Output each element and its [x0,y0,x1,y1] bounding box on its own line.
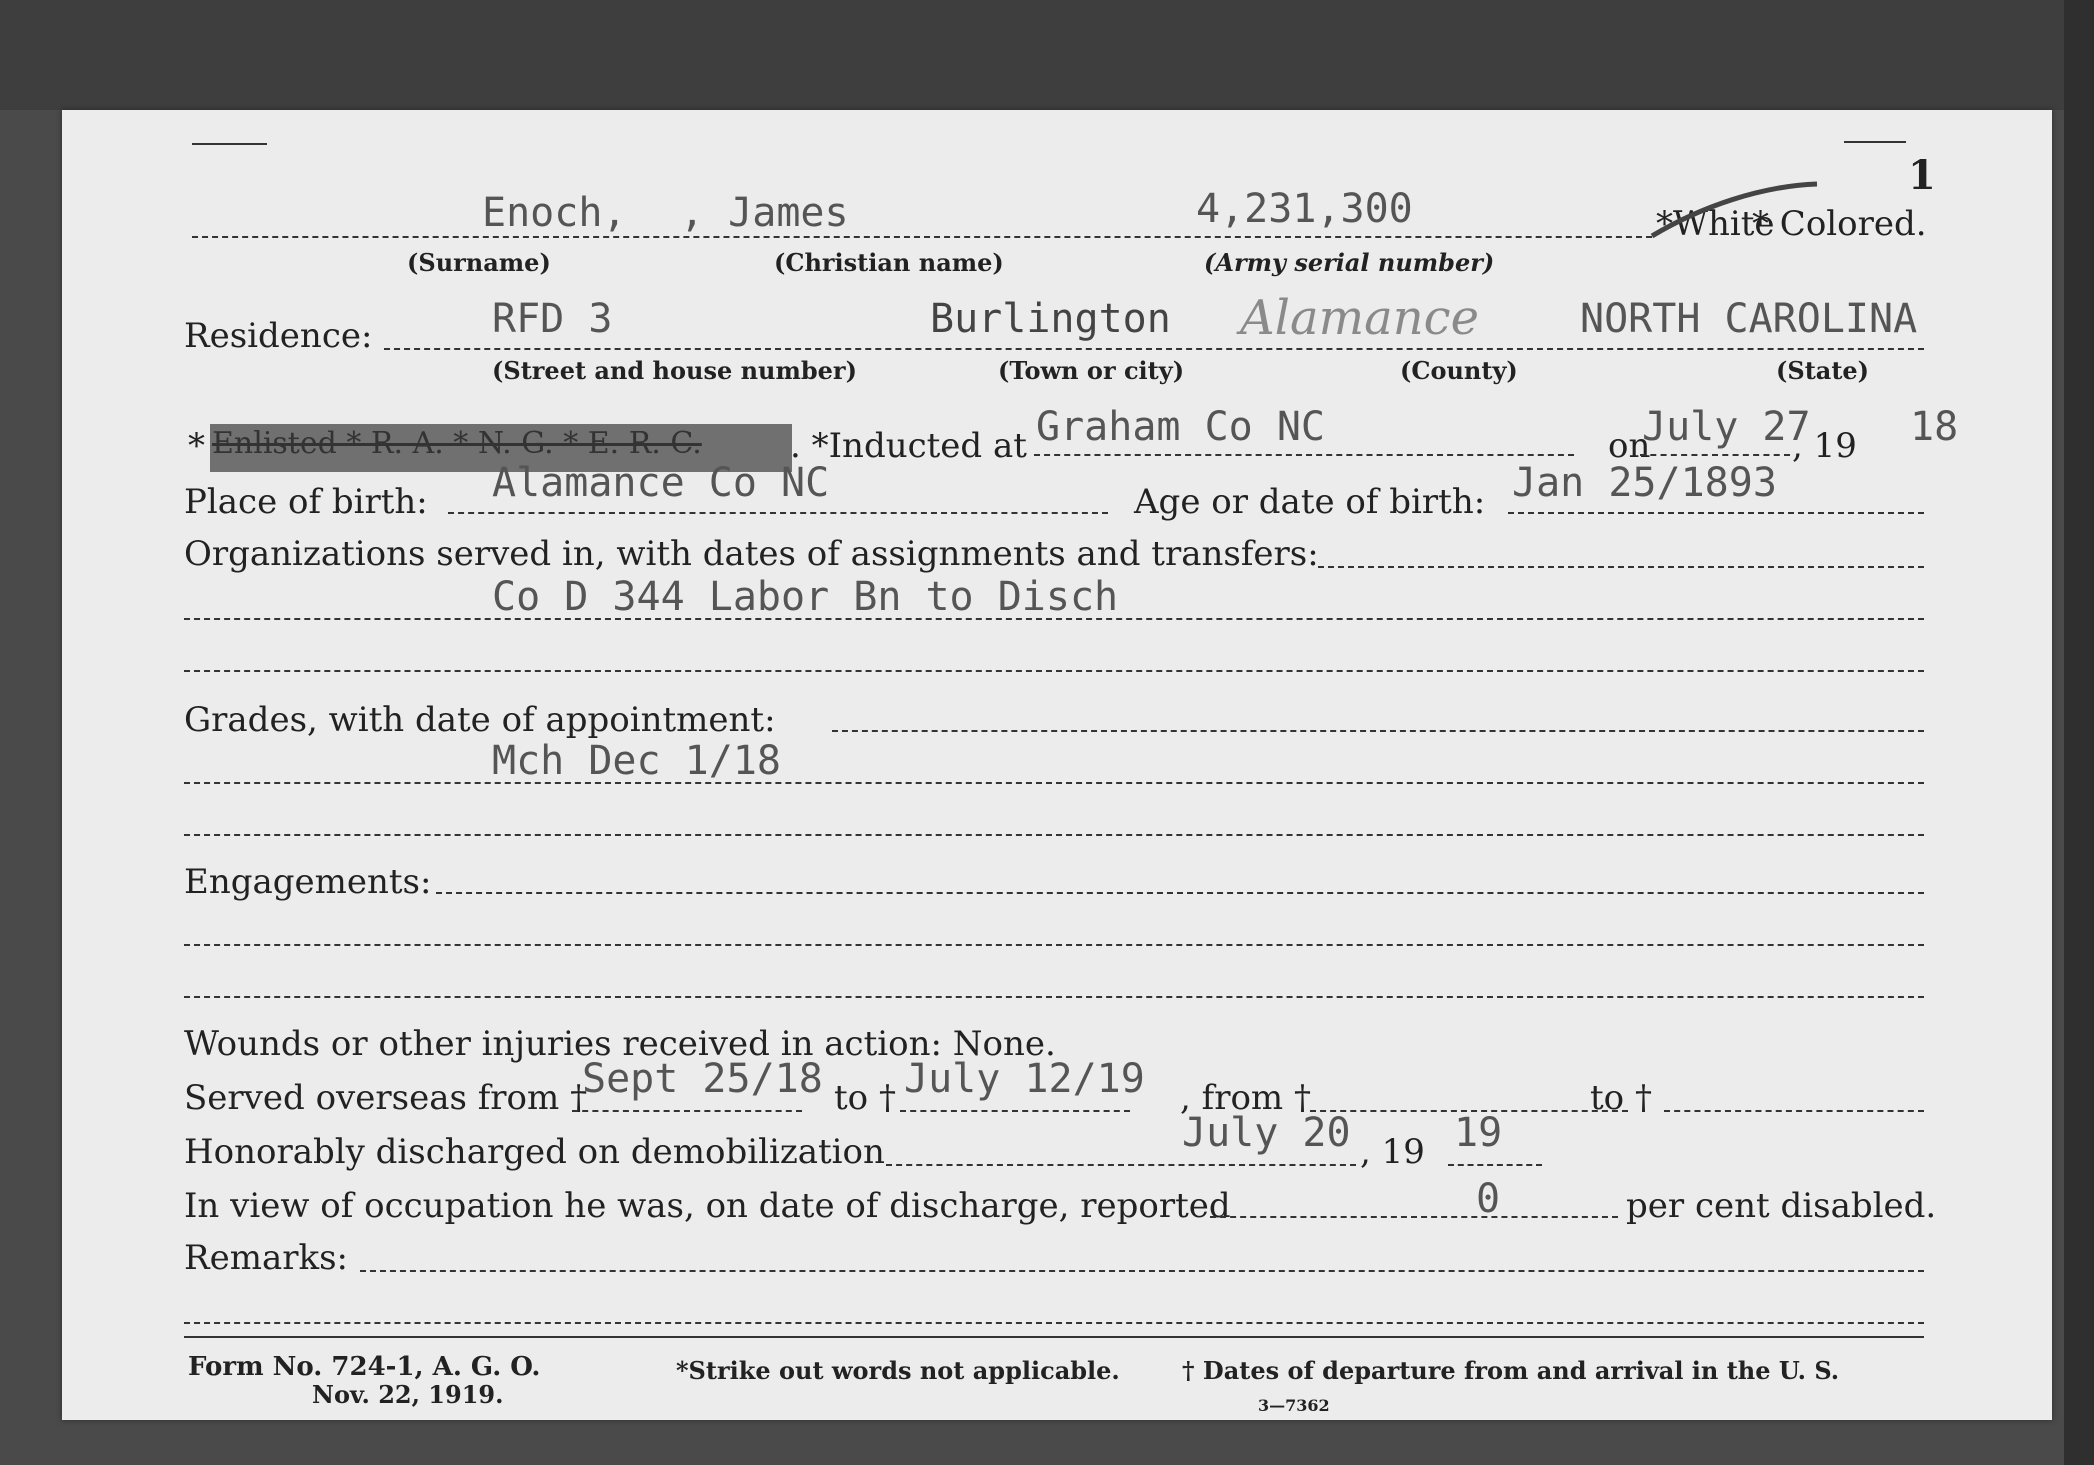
street-label: (Street and house number) [492,356,857,385]
overseas-to2-line [1664,1110,1924,1112]
overseas-to-label: to † [834,1078,896,1118]
serial-number-value: 4,231,300 [1196,186,1413,232]
form-number: Form No. 724-1, A. G. O. [188,1352,541,1382]
residence-street: RFD 3 [492,296,613,342]
surname-label: (Surname) [407,248,551,277]
inducted-place: Graham Co NC [1036,404,1325,450]
town-label: (Town or city) [998,356,1185,385]
service-record-card [62,110,2052,1420]
birth-place-label: Place of birth: [184,482,428,522]
top-right-rule [1844,141,1906,143]
birth-date-line [1508,512,1924,514]
footer-rule [184,1336,1924,1338]
overseas-from-line [572,1110,802,1112]
grades-line-2 [184,782,1924,784]
occupation-label: In view of occupation he was, on date of discharge, reported [184,1186,1231,1226]
residence-line [384,348,1924,350]
grades-line-3 [184,834,1924,836]
discharge-year: 19 [1454,1110,1503,1156]
birth-date-label: Age or date of birth: [1134,482,1486,522]
surname-value: Enoch, [482,190,627,236]
organizations-line-1 [1318,566,1924,568]
overseas-to-line [900,1110,1130,1112]
residence-town: Burlington [930,296,1171,342]
residence-label: Residence: [184,316,373,356]
discharge-year-prefix: , 19 [1360,1132,1425,1172]
top-left-rule [192,143,267,145]
grades-value: Mch Dec 1/18 [492,738,781,784]
residence-state: NORTH CAROLINA [1580,296,1918,342]
organizations-value: Co D 344 Labor Bn to Disch [492,574,1119,620]
dates-note: † Dates of departure from and arrival in the U. S. [1182,1356,1840,1385]
overseas-to2-label: to † [1590,1078,1652,1118]
on-label: on [1608,426,1651,466]
card-number: 1 [1908,152,1936,199]
strike-note: *Strike out words not applicable. [676,1356,1120,1385]
form-date: Nov. 22, 1919. [312,1380,504,1409]
discharge-year-line [1448,1164,1542,1166]
birth-date-value: Jan 25/1893 [1512,460,1777,506]
engagements-line-3 [184,996,1924,998]
birth-place-line [448,512,1108,514]
overseas-from2-label: , from † [1180,1078,1311,1118]
overseas-label: Served overseas from † [184,1078,588,1118]
remarks-line-2 [184,1322,1924,1324]
overseas-from-date: Sept 25/18 [582,1056,823,1102]
birth-place-value: Alamance Co NC [492,460,830,506]
christian-name-value: , James [680,190,849,236]
inducted-label: . *Inducted at [790,426,1027,466]
state-label: (State) [1776,356,1870,385]
disabled-value: 0 [1476,1176,1501,1222]
inducted-place-line [1034,454,1574,456]
race-white-struck: *White [1656,204,1775,244]
serial-number-label: (Army serial number) [1204,248,1495,277]
background-top [0,0,2094,110]
engagements-line-1 [436,892,1924,894]
inducted-date: July 27 [1642,404,1811,450]
discharge-date-line [886,1164,1356,1166]
background-right-edge [2064,0,2094,1465]
organizations-line-3 [184,670,1924,672]
grades-label: Grades, with date of appointment: [184,700,776,740]
organizations-line-2 [184,618,1924,620]
county-label: (County) [1400,356,1518,385]
race-colored: * Colored. [1752,204,1927,244]
year-prefix: , 19 [1792,426,1857,466]
inducted-year: 18 [1910,404,1959,450]
overseas-to-date: July 12/19 [904,1056,1145,1102]
disabled-line [1210,1216,1618,1218]
christian-name-label: (Christian name) [774,248,1004,277]
discharge-label: Honorably discharged on demobilization [184,1132,885,1172]
enlisted-options-struck: Enlisted * R. A. * N. G. * E. R. C. [212,426,702,461]
inducted-date-line [1640,454,1790,456]
enlisted-star: * [188,426,205,466]
engagements-line-2 [184,944,1924,946]
wounds-label: Wounds or other injuries received in action: None. [184,1024,1056,1064]
remarks-line-1 [360,1270,1924,1272]
grades-line-1 [832,730,1924,732]
name-line [192,236,1652,238]
engagements-label: Engagements: [184,862,432,902]
print-code: 3—7362 [1258,1396,1330,1415]
remarks-label: Remarks: [184,1238,348,1278]
organizations-label: Organizations served in, with dates of assignments and transfers: [184,534,1319,574]
discharge-date: July 20 [1182,1110,1351,1156]
residence-county-handwritten: Alamance [1240,290,1479,346]
disabled-label: per cent disabled. [1626,1186,1937,1226]
